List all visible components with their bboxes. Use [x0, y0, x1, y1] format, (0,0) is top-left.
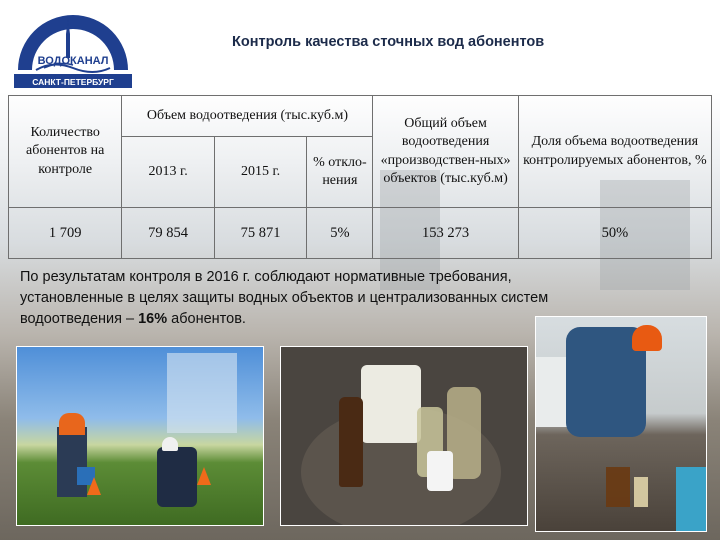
header-share: Доля объема водоотведения контролируемых абонентов, %: [518, 96, 711, 208]
logo-text: ВОДОКАНАЛ: [37, 55, 109, 67]
photo-sampling-inspector: [535, 316, 707, 532]
page-title: Контроль качества сточных вод абонентов: [232, 34, 545, 50]
table-header-row: [9, 96, 712, 137]
header-2015: 2015 г.: [214, 137, 306, 208]
cell-count: 1 709: [9, 208, 122, 259]
header-2013: 2013 г.: [122, 137, 214, 208]
photo-field-workers: [16, 346, 264, 526]
cell-share: 50%: [518, 208, 711, 259]
cell-deviation: 5%: [307, 208, 373, 259]
percent-highlight: 16%: [138, 311, 168, 328]
header-count: Количество абонентов на контроле: [9, 96, 122, 208]
paragraph-line-1: По результатам контроля в 2016 г. соблюдают нормативные требования,: [20, 269, 512, 285]
cell-industrial: 153 273: [373, 208, 518, 259]
header-volume-group: Объем водоотведения (тыс.куб.м): [122, 96, 373, 137]
header-deviation: % откло-нения: [307, 137, 373, 208]
cell-2015: 75 871: [214, 208, 306, 259]
photo-water-samples: [280, 346, 528, 526]
paragraph-line-3-suffix: абонентов.: [167, 311, 246, 328]
data-table: [8, 95, 712, 259]
paragraph-line-3-prefix: водоотведения –: [20, 311, 139, 328]
cell-2013: 79 854: [122, 208, 214, 259]
header-industrial: Общий объем водоотведения «производствен-ных» объектов (тыс.куб.м): [373, 96, 518, 208]
logo-city: САНКТ-ПЕТЕРБУРГ: [32, 77, 114, 87]
paragraph-line-2: установленные в целях защиты водных объектов и централизованных систем: [20, 290, 549, 307]
table-row: [9, 208, 712, 259]
vodokanal-logo: [8, 8, 138, 92]
